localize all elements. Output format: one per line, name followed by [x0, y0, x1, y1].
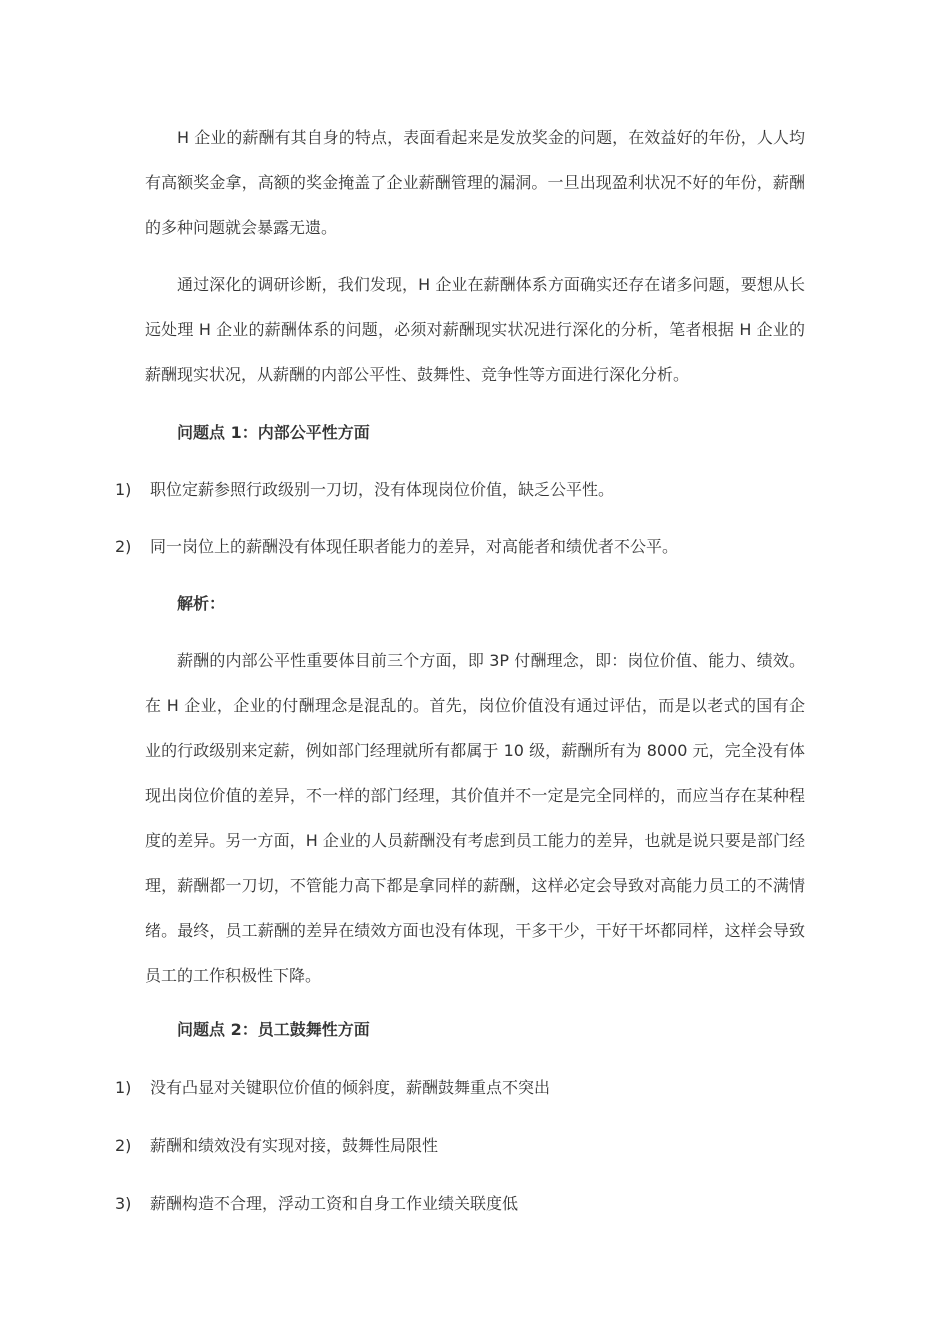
- issue-2-heading: 问题点 2：员工鼓舞性方面: [177, 1020, 370, 1039]
- list-text: 薪酬和绩效没有实现对接，鼓舞性局限性: [150, 1136, 439, 1155]
- list-text: 同一岗位上的薪酬没有体现任职者能力的差异，对高能者和绩优者不公平。: [150, 537, 679, 556]
- issue-1-item-2: [115, 535, 678, 559]
- list-number: 3): [115, 1194, 132, 1213]
- issue-1-heading: 问题点 1：内部公平性方面: [177, 423, 370, 442]
- intro-paragraph: H 企业的薪酬有其自身的特点，表面看起来是发放奖金的问题，在效益好的年份，人人均有高额奖金拿，高额的奖金掩盖了企业薪酬管理的漏洞。一旦出现盈利状况不好的年份，薪酬的多种问题就会暴露无遗。: [145, 128, 805, 237]
- list-number: 2): [115, 537, 132, 556]
- issue-2-item-2: [115, 1134, 438, 1158]
- issue-2-item-3: [115, 1192, 518, 1216]
- list-text: 薪酬构造不合理，浮动工资和自身工作业绩关联度低: [150, 1194, 519, 1213]
- list-text: 职位定薪参照行政级别一刀切，没有体现岗位价值，缺乏公平性。: [150, 480, 615, 499]
- issue-2-item-1: [115, 1076, 550, 1100]
- diagnosis-paragraph: 通过深化的调研诊断，我们发现，H 企业在薪酬体系方面确实还存在诸多问题，要想从长远处理 H 企业的薪酬体系的问题，必须对薪酬现实状况进行深化的分析，笔者根据 H 企业的薪酬现实状况，从薪酬的内部公平性、鼓舞性、竞争性等方面进行深化分析。: [145, 275, 805, 384]
- analysis-heading: 解析：: [177, 594, 226, 613]
- list-text: 没有凸显对关键职位价值的倾斜度，薪酬鼓舞重点不突出: [150, 1078, 551, 1097]
- issue-1-item-1: [115, 478, 614, 502]
- list-number: 2): [115, 1136, 132, 1155]
- list-number: 1): [115, 1078, 132, 1097]
- analysis-paragraph: 薪酬的内部公平性重要体目前三个方面，即 3P 付酬理念，即：岗位价值、能力、绩效。在 H 企业，企业的付酬理念是混乱的。首先，岗位价值没有通过评估，而是以老式的国有企业的行政级别来定薪，例如部门经理就所有都属于 10 级，薪酬所有为 8000 元，完全没有体现出岗位价值的差异，不一样的部门经理，其价值并不一定是完全同样的，而应当存在某种程度的差异。另一方面，H 企业的人员薪酬没有考虑到员工能力的差异，也就是说只要是部门经理，薪酬都一刀切，不管能力高下都是拿同样的薪酬，这样必定会导致对高能力员工的不满情绪。最终，员工薪酬的差异在绩效方面也没有体现，干多干少，干好干坏都同样，这样会导致员工的工作积极性下降。: [145, 651, 805, 985]
- list-number: 1): [115, 480, 132, 499]
